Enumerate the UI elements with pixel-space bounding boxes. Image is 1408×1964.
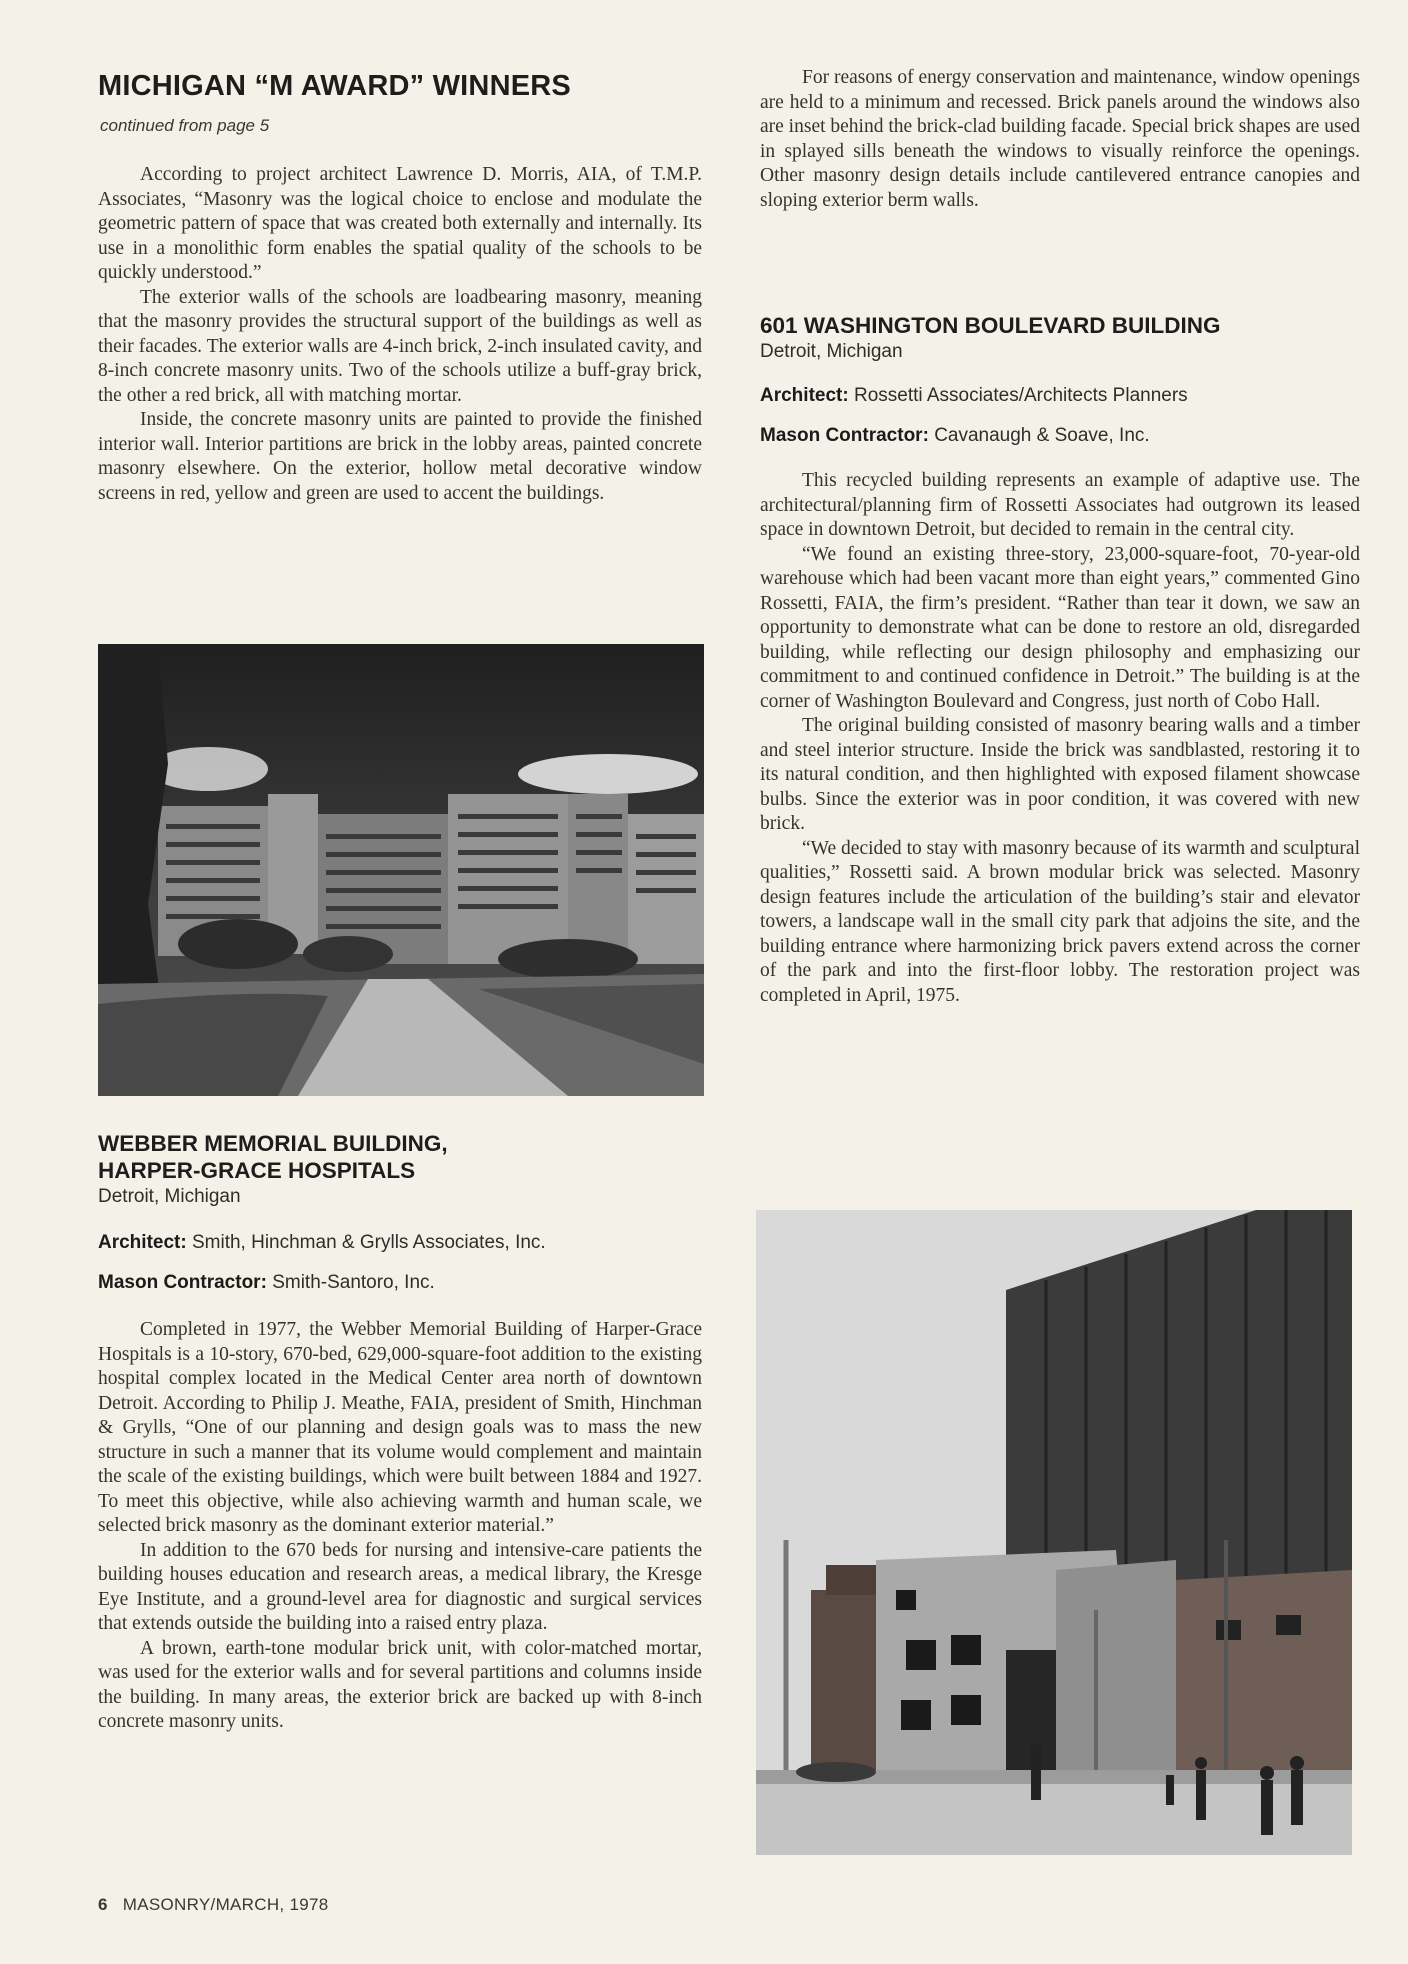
mason-label: Mason Contractor: <box>760 425 929 446</box>
intro-paragraph: Inside, the concrete masonry units are painted to provide the finished interior wall. Interior partitions are brick in the lobby areas, painted concrete masonry elsewhere. On the exterior, hollow metal decorative window screens in red, yellow and green are used to accent the buildings. <box>98 409 702 504</box>
webber-mason <box>98 1272 702 1294</box>
washington-paragraph: This recycled building represents an example of adaptive use. The architectural/planning firm of Rossetti Associates had outgrown its leased space in downtown Detroit, but decided to remain in the central city. <box>760 470 1360 540</box>
intro-article <box>98 163 702 506</box>
washington-location: Detroit, Michigan <box>760 341 903 362</box>
mason-value: Cavanaugh & Soave, Inc. <box>934 425 1150 446</box>
washington-body <box>760 469 1360 1008</box>
architect-label: Architect: <box>98 1232 187 1253</box>
publication-line: MASONRY/MARCH, 1978 <box>122 1895 329 1914</box>
intro-paragraph: According to project architect Lawrence D. Morris, AIA, of T.M.P. Associates, “Masonry was the logical choice to enclose and modulate the geometric pattern of space that was created both externally and internally. Its use in a monolithic form enables the spatial quality of the schools to be quickly understood.” <box>98 164 702 283</box>
mason-label: Mason Contractor: <box>98 1272 267 1293</box>
washington-paragraph: The original building consisted of masonry bearing walls and a timber and steel interior structure. Inside the brick was sandblasted, restoring it to its natural condition, and then highlighted with exposed filament showcase bulbs. Since the exterior was in poor condition, it was covered with new brick. <box>760 715 1360 834</box>
hospital-photo <box>98 644 704 1096</box>
webber-paragraph: A brown, earth-tone modular brick unit, with color-matched mortar, was used for the exterior walls and for several partitions and columns inside the building. In many areas, the exterior brick are backed up with 8-inch concrete masonry units. <box>98 1637 702 1732</box>
washington-paragraph: “We decided to stay with masonry because of its warmth and sculptural qualities,” Rossetti said. A brown modular brick was selected. Masonry design features include the articulation of the building’s stair and elevator towers, a landscape wall in the small city park that adjoins the site, and the building entrance where harmonizing brick pavers extend across the corner of the park and into the first-floor lobby. The restoration project was completed in April, 1975. <box>760 837 1360 1006</box>
webber-architect <box>98 1232 702 1254</box>
architect-label: Architect: <box>760 385 849 406</box>
right-intro-paragraph: For reasons of energy conservation and maintenance, window openings are held to a minimum and recessed. Brick panels around the windows also are inset behind the brick-clad building facade. Special brick shapes are used in splayed sills beneath the windows to visually reinforce the openings. Other masonry design details include cantilevered entrance canopies and sloping exterior berm walls. <box>760 67 1360 211</box>
washington-section <box>760 312 1360 1008</box>
intro-paragraph: The exterior walls of the schools are loadbearing masonry, meaning that the masonry provides the structural support of the buildings as well as their facades. The exterior walls are 4-inch brick, 2-inch insulated cavity, and 8-inch concrete masonry units. Two of the schools utilize a buff-gray brick, the other a red brick, all with matching mortar. <box>98 286 702 406</box>
webber-section <box>98 1130 702 1735</box>
washington-photo <box>756 1210 1352 1855</box>
webber-paragraph: In addition to the 670 beds for nursing and intensive-care patients the building houses education and research areas, a medical library, the Kresge Eye Institute, and a ground-level area for diagnostic and surgical services that extends outside the building into a raised entry plaza. <box>98 1539 702 1634</box>
architect-value: Smith, Hinchman & Grylls Associates, Inc. <box>191 1232 546 1253</box>
webber-title-line2: HARPER-GRACE HOSPITALS <box>98 1158 416 1183</box>
page-title: MICHIGAN “M AWARD” WINNERS <box>98 70 571 102</box>
mason-value: Smith-Santoro, Inc. <box>272 1272 435 1293</box>
webber-body <box>98 1318 702 1735</box>
continued-note: continued from page 5 <box>100 116 270 135</box>
washington-mason <box>760 425 1360 447</box>
washington-title: 601 WASHINGTON BOULEVARD BUILDING <box>760 313 1221 338</box>
page-footer <box>98 1895 328 1915</box>
washington-architect <box>760 385 1360 407</box>
washington-paragraph: “We found an existing three-story, 23,000-square-foot, 70-year-old warehouse which had been vacant more than eight years,” commented Gino Rossetti, FAIA, the firm’s president. “Rather than tear it down, we saw an opportunity to demonstrate what can be done to restore an old, disregarded building, while reflecting our design philosophy and emphasizing our commitment to and continued confidence in Detroit.” The building is at the corner of Washington Boulevard and Congress, just north of Cobo Hall. <box>760 543 1360 712</box>
architect-value: Rossetti Associates/Architects Planners <box>853 385 1188 406</box>
webber-paragraph: Completed in 1977, the Webber Memorial Building of Harper-Grace Hospitals is a 10-story, 670-bed, 629,000-square-foot addition to the existing hospital complex located in the Medical Center area north of downtown Detroit. According to Philip J. Meathe, FAIA, president of Smith, Hinchman & Grylls, “One of our planning and design goals was to mass the new structure in such a manner that its volume would complement and maintain the scale of the existing buildings, which were built between 1884 and 1927. To meet this objective, while also achieving warmth and human scale, we selected brick masonry as the dominant exterior material.” <box>98 1319 702 1536</box>
right-intro <box>760 66 1360 213</box>
page-number: 6 <box>98 1895 108 1914</box>
webber-location: Detroit, Michigan <box>98 1186 241 1207</box>
webber-title-line1: WEBBER MEMORIAL BUILDING, <box>98 1131 448 1156</box>
